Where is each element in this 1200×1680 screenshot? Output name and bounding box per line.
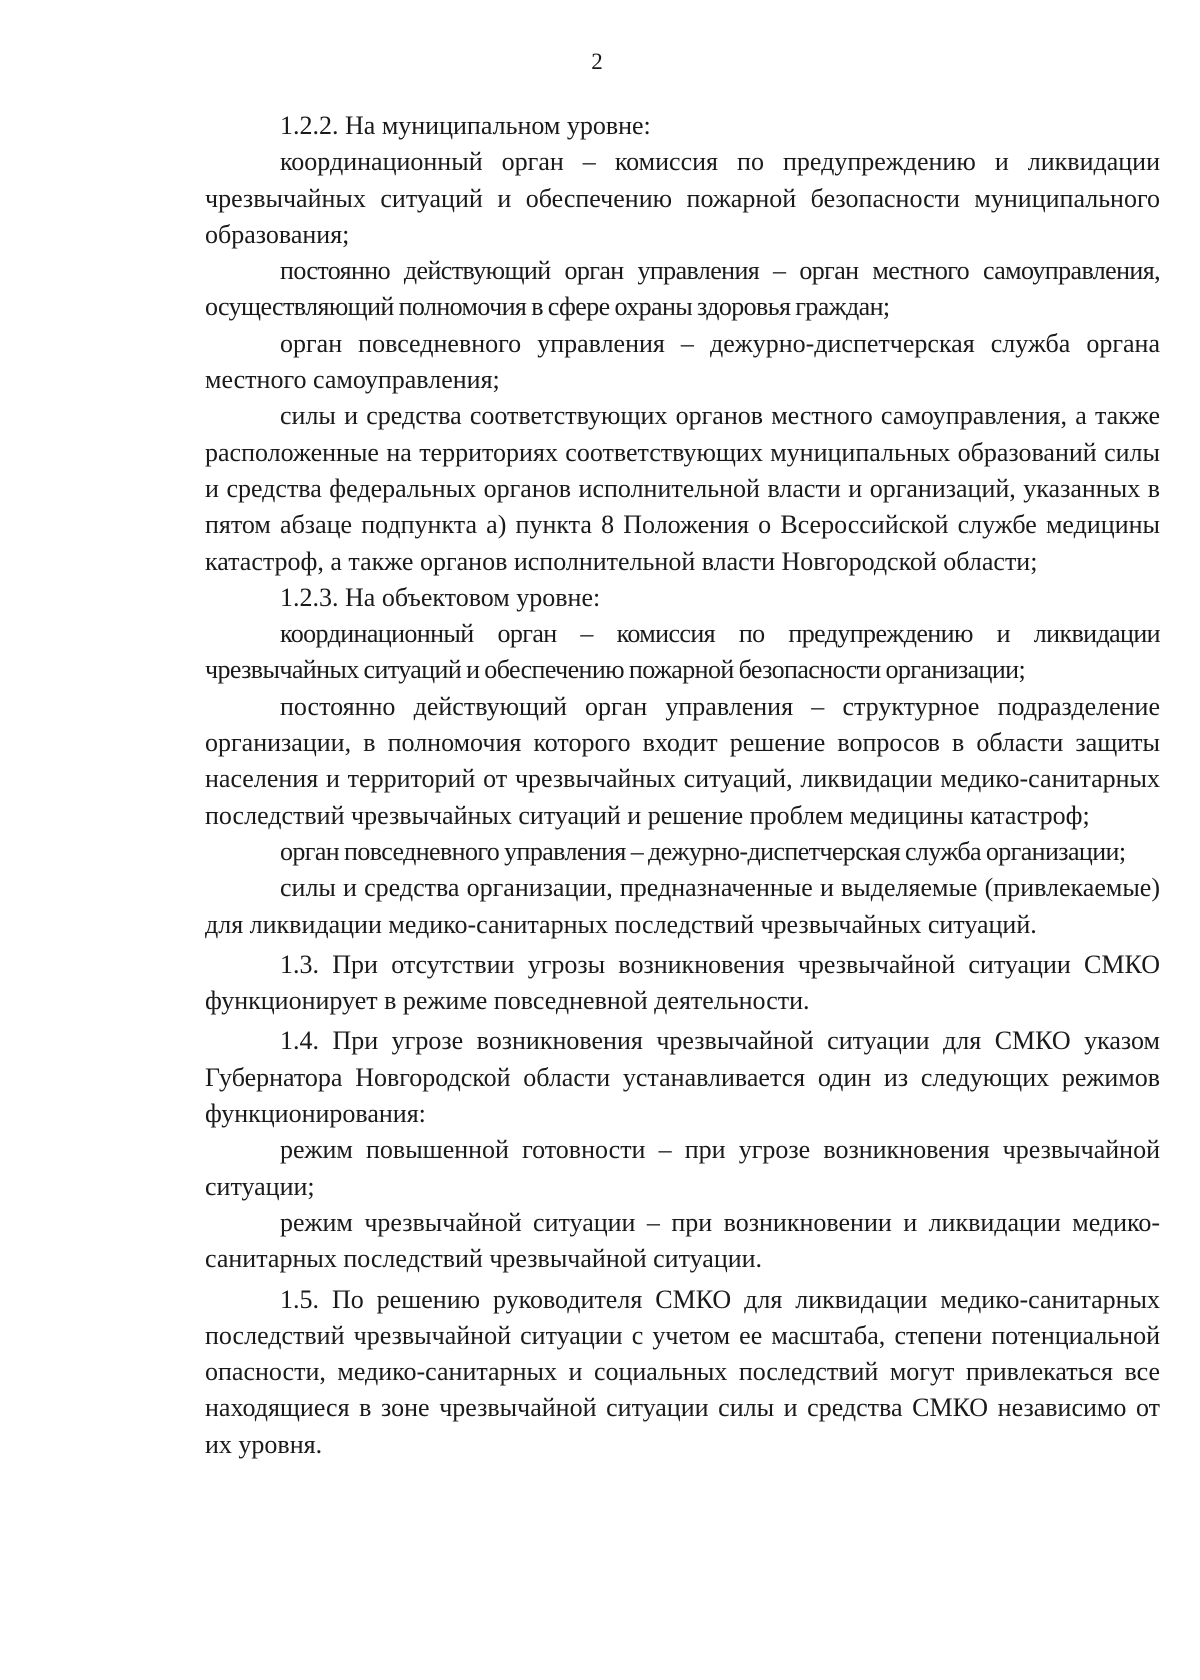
section-heading-1-2-2: 1.2.2. На муниципальном уровне: [280,111,651,140]
paragraph: режим повышенной готовности – при угрозе возникновения чрезвычайной ситуации; [205,1135,1160,1201]
paragraph-1-5: 1.5. По решению руководителя СМКО для ликвидации медико-санитарных последствий чрезвычайной ситуации с учетом ее масштаба, степени потенциальной опасности, медико-санитарных и социальных последствий могут привлекаться все находящиеся в зоне чрезвычайной ситуации силы и средства СМКО независимо от их уровня. [205,1284,1160,1459]
paragraph: координационный орган – комиссия по предупреждению и ликвидации чрезвычайных ситуаций и обеспечению пожарной безопасности муниципального образования; [205,147,1160,249]
page-number: 2 [591,49,603,74]
paragraph: координационный орган – комиссия по предупреждению и ликвидации чрезвычайных ситуаций и обеспечению пожарной безопасности организации; [205,619,1160,685]
paragraph: постоянно действующий орган управления – структурное подразделение организации, в полномочия которого входит решение вопросов в области защиты населения и территорий от чрезвычайных ситуаций, ликвидации медико-санитарных последствий чрезвычайных ситуаций и решение проблем медицины катастроф; [205,691,1160,830]
paragraph: силы и средства соответствующих органов местного самоуправления, а также расположенные на территориях соответствующих муниципальных образований силы и средства федеральных органов исполнительной власти и организаций, указанных в пятом абзаце подпункта а) пункта 8 Положения о Всероссийской службе медицины катастроф, а также органов исполнительной власти Новгородской области; [205,401,1160,576]
paragraph-1-4: 1.4. При угрозе возникновения чрезвычайной ситуации для СМКО указом Губернатора Новгородской области устанавливается один из следующих режимов функционирования: [205,1026,1160,1129]
paragraph: режим чрезвычайной ситуации – при возникновении и ликвидации медико-санитарных последствий чрезвычайной ситуации. [205,1207,1160,1274]
paragraph: орган повседневного управления – дежурно-диспетчерская служба организации; [280,836,1126,866]
paragraph: орган повседневного управления – дежурно-диспетчерская служба органа местного самоуправления; [205,328,1160,395]
paragraph: силы и средства организации, предназначенные и выделяемые (привлекаемые) для ликвидации медико-санитарных последствий чрезвычайных ситуаций. [205,873,1160,939]
paragraph: постоянно действующий орган управления – орган местного самоуправления, осуществляющий полномочия в сфере охраны здоровья граждан; [205,256,1160,322]
document-body [205,108,1160,1463]
section-heading-1-2-3: 1.2.3. На объектовом уровне: [280,582,601,612]
paragraph-1-3: 1.3. При отсутствии угрозы возникновения чрезвычайной ситуации СМКО функционирует в режиме повседневной деятельности. [205,949,1160,1016]
